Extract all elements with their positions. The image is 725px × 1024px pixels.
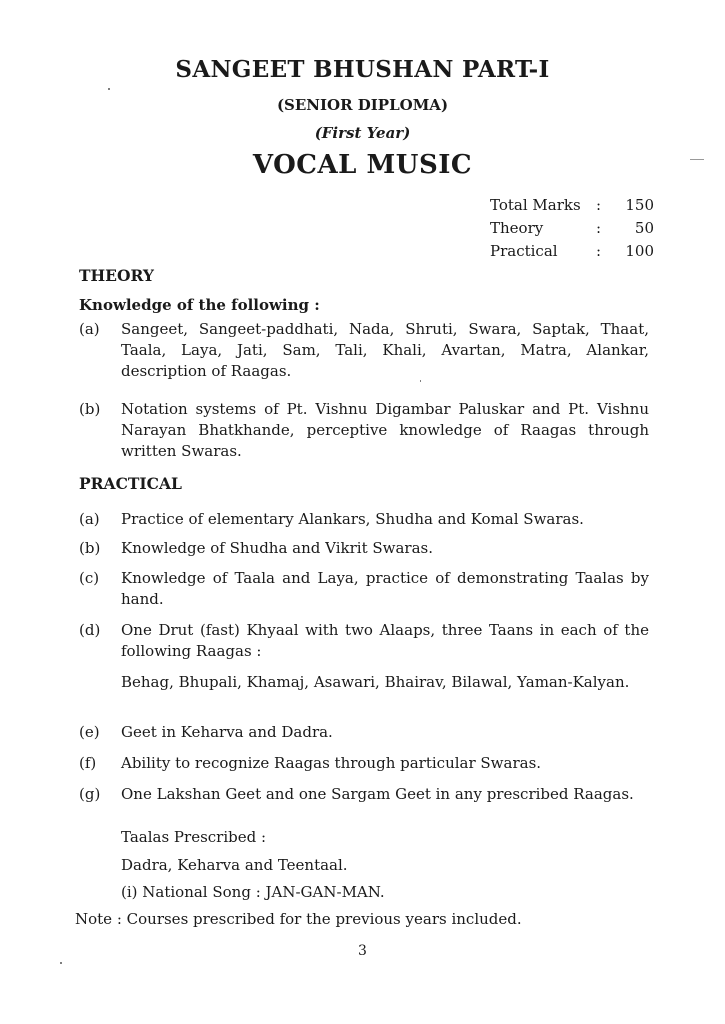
practical-item-e — [79, 722, 649, 743]
marks-separator: : — [596, 219, 602, 237]
page-number: 3 — [358, 943, 367, 959]
taalas-list: Dadra, Keharva and Teentaal. — [121, 856, 348, 874]
item-key: (b) — [79, 539, 101, 557]
item-key: (g) — [79, 785, 101, 803]
theory-item-a — [79, 319, 649, 382]
item-text: Notation systems of Pt. Vishnu Digambar Paluskar and Pt. Vishnu Narayan Bhatkhande, perceptive knowledge of Raagas through written Swaras. — [121, 400, 649, 460]
marks-value: 150 — [625, 196, 654, 214]
practical-item-g — [79, 784, 649, 805]
marks-label: Theory — [490, 219, 544, 237]
subject-heading: VOCAL MUSIC — [252, 150, 473, 180]
item-text: One Lakshan Geet and one Sargam Geet in any prescribed Raagas. — [121, 785, 634, 803]
practical-item-a — [79, 509, 649, 530]
practical-item-d — [79, 620, 649, 662]
practical-item-f — [79, 753, 649, 774]
raagas-list: Behag, Bhupali, Khamaj, Asawari, Bhairav, Bilawal, Yaman-Kalyan. — [121, 673, 630, 691]
item-key: (f) — [79, 754, 97, 772]
scan-speck — [690, 159, 704, 160]
marks-row-total — [490, 194, 654, 217]
item-key: (d) — [79, 621, 101, 639]
item-text: Knowledge of Taala and Laya, practice of demonstrating Taalas by hand. — [121, 569, 649, 608]
scan-speck — [420, 380, 421, 382]
practical-item-b — [79, 538, 649, 559]
taalas-label: Taalas Prescribed : — [121, 828, 267, 846]
marks-row-theory — [490, 217, 654, 240]
marks-value: 100 — [625, 242, 654, 260]
document-year: (First Year) — [314, 124, 411, 142]
note-text: Note : Courses prescribed for the previous years included. — [75, 910, 522, 928]
item-key: (a) — [79, 510, 100, 528]
document-subtitle: (SENIOR DIPLOMA) — [276, 96, 449, 114]
item-text: One Drut (fast) Khyaal with two Alaaps, three Taans in each of the following Raagas : — [121, 621, 649, 660]
item-text: Geet in Keharva and Dadra. — [121, 723, 333, 741]
scan-speck — [60, 962, 62, 964]
scan-speck — [108, 88, 110, 90]
item-text: Practice of elementary Alankars, Shudha and Komal Swaras. — [121, 510, 584, 528]
item-key: (b) — [79, 400, 101, 418]
item-key: (c) — [79, 569, 100, 587]
item-text: Ability to recognize Raagas through particular Swaras. — [121, 754, 542, 772]
marks-label: Total Marks — [490, 196, 581, 214]
practical-item-c — [79, 568, 649, 610]
theory-item-b — [79, 399, 649, 462]
item-key: (a) — [79, 320, 100, 338]
item-text: Knowledge of Shudha and Vikrit Swaras. — [121, 539, 434, 557]
item-text: Sangeet, Sangeet-paddhati, Nada, Shruti, Swara, Saptak, Thaat, Taala, Laya, Jati, Sam, Tali, Khali, Avartan, Matra, Alankar, description of Raagas. — [121, 320, 649, 380]
theory-intro: Knowledge of the following : — [79, 296, 320, 314]
marks-label: Practical — [490, 242, 558, 260]
marks-separator: : — [596, 242, 602, 260]
national-song: (i) National Song : JAN-GAN-MAN. — [121, 883, 385, 901]
marks-value: 50 — [634, 219, 654, 237]
theory-heading: THEORY — [79, 266, 154, 285]
marks-separator: : — [596, 196, 602, 214]
document-title: SANGEET BHUSHAN PART-I — [175, 56, 550, 83]
practical-heading: PRACTICAL — [79, 474, 182, 493]
marks-table — [490, 194, 654, 263]
marks-row-practical — [490, 240, 654, 263]
item-key: (e) — [79, 723, 100, 741]
